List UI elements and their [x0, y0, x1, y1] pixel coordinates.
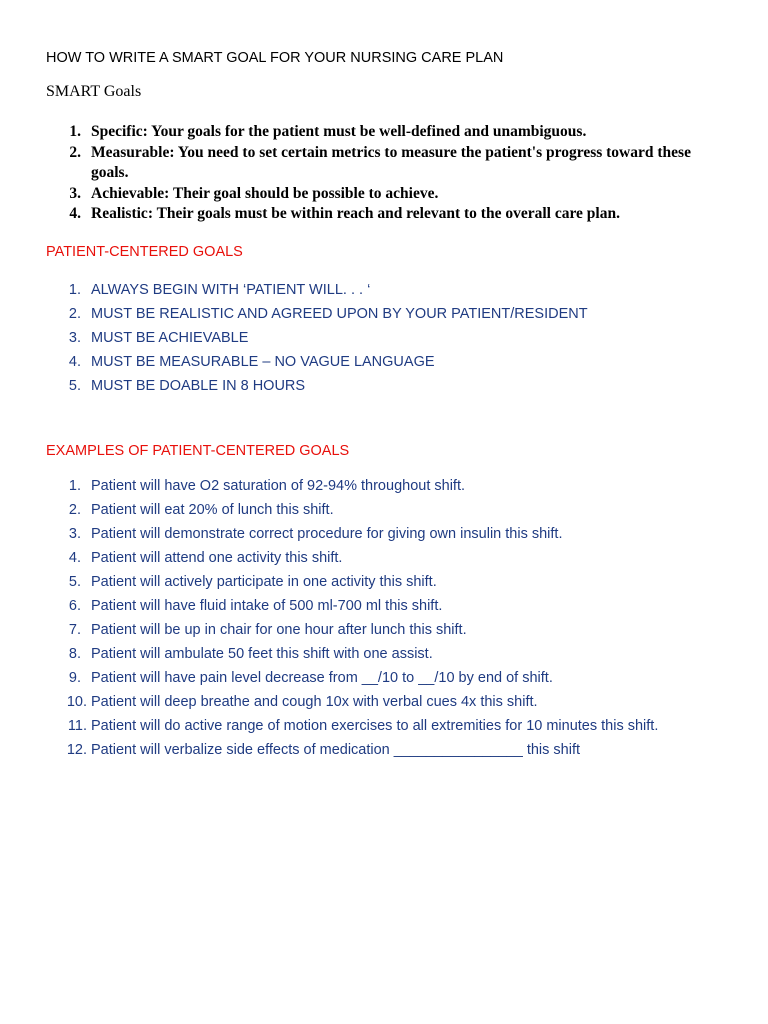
smart-goals-list — [46, 122, 726, 225]
list-number: 8. — [68, 646, 81, 662]
list-item — [46, 374, 726, 398]
list-number: 7. — [68, 622, 81, 638]
list-item-text: Patient will have fluid intake of 500 ml-700 ml this shift. — [91, 598, 443, 614]
list-item-text: Realistic: Their goals must be within reach and relevant to the overall care plan. — [91, 205, 620, 222]
list-item — [46, 522, 726, 546]
list-item-text: MUST BE MEASURABLE – NO VAGUE LANGUAGE — [91, 354, 435, 370]
list-item-text: Achievable: Their goal should be possible to achieve. — [91, 184, 439, 202]
list-number: 4. — [68, 550, 81, 566]
list-item-text: Patient will eat 20% of lunch this shift. — [91, 502, 334, 518]
list-item — [46, 326, 726, 350]
list-number: 4. — [68, 354, 81, 370]
list-item — [46, 618, 726, 642]
list-item — [46, 666, 726, 690]
list-item — [46, 690, 726, 714]
list-number: 3. — [69, 184, 81, 202]
list-item — [46, 184, 726, 205]
list-item-text: Patient will be up in chair for one hour after lunch this shift. — [91, 622, 467, 638]
list-number: 12. — [66, 742, 87, 758]
list-item — [46, 546, 726, 570]
list-number: 3. — [68, 526, 81, 542]
list-item-text: Patient will verbalize side effects of medication ________________ this shift — [91, 742, 581, 758]
list-item — [46, 498, 726, 522]
list-item-text: Patient will deep breathe and cough 10x with verbal cues 4x this shift. — [91, 694, 538, 710]
list-item — [46, 642, 726, 666]
list-item — [46, 143, 726, 184]
list-item — [46, 714, 726, 738]
list-number: 4. — [69, 205, 81, 222]
list-item — [46, 302, 726, 326]
examples-heading: EXAMPLES OF PATIENT-CENTERED GOALS — [46, 443, 350, 459]
list-item — [46, 594, 726, 618]
list-number: 2. — [68, 502, 81, 518]
list-item — [46, 474, 726, 498]
list-item-text: Patient will attend one activity this shift. — [91, 550, 343, 566]
list-number: 5. — [68, 378, 81, 394]
smart-goals-heading: SMART Goals — [46, 83, 142, 100]
list-number: 2. — [68, 306, 81, 322]
list-item — [46, 350, 726, 374]
list-item-text: Patient will have O2 saturation of 92-94% throughout shift. — [91, 478, 465, 494]
list-item-text: MUST BE DOABLE IN 8 HOURS — [91, 378, 306, 394]
list-item — [46, 204, 726, 225]
patient-centered-list — [46, 278, 726, 398]
list-number: 1. — [68, 282, 81, 298]
list-item-text: ALWAYS BEGIN WITH ‘PATIENT WILL. . . ‘ — [91, 282, 371, 298]
list-number: 10. — [66, 694, 87, 710]
list-item-text: MUST BE ACHIEVABLE — [91, 330, 249, 346]
patient-centered-heading: PATIENT-CENTERED GOALS — [46, 244, 243, 260]
list-item-text: Patient will do active range of motion exercises to all extremities for 10 minutes this shift. — [91, 718, 659, 734]
list-number: 3. — [68, 330, 81, 346]
list-item — [46, 570, 726, 594]
list-number: 11. — [67, 718, 87, 734]
list-item-text: Measurable: You need to set certain metrics to measure the patient's progress toward these goals. — [91, 143, 691, 181]
list-item — [46, 122, 726, 143]
list-item-text: Specific: Your goals for the patient must be well-defined and unambiguous. — [91, 123, 587, 140]
list-item-text: Patient will demonstrate correct procedure for giving own insulin this shift. — [91, 526, 563, 542]
list-item-text: MUST BE REALISTIC AND AGREED UPON BY YOUR PATIENT/RESIDENT — [91, 306, 588, 322]
list-item — [46, 278, 726, 302]
examples-list — [46, 474, 726, 762]
list-item-text: Patient will ambulate 50 feet this shift with one assist. — [91, 646, 433, 662]
list-item-text: Patient will actively participate in one activity this shift. — [91, 574, 437, 590]
list-number: 9. — [68, 670, 81, 686]
list-number: 5. — [68, 574, 81, 590]
list-number: 1. — [69, 123, 81, 140]
list-number: 1. — [68, 478, 81, 494]
list-item-text: Patient will have pain level decrease from __/10 to __/10 by end of shift. — [91, 670, 553, 686]
document-title: HOW TO WRITE A SMART GOAL FOR YOUR NURSING CARE PLAN — [46, 50, 504, 66]
list-item — [46, 738, 726, 762]
list-number: 2. — [69, 143, 81, 161]
list-number: 6. — [68, 598, 81, 614]
